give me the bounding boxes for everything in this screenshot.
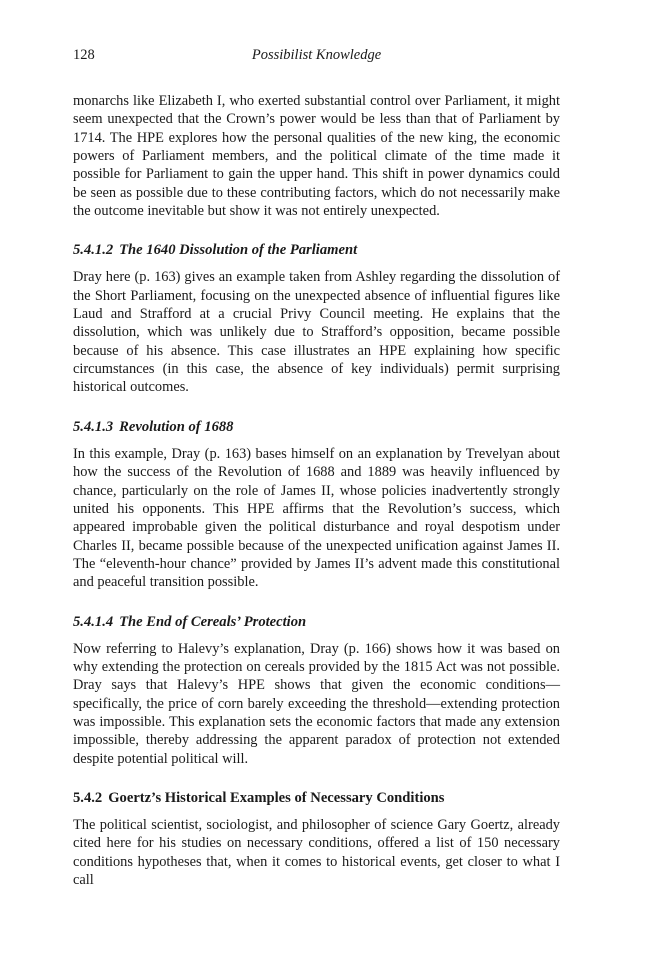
section-heading-1640-dissolution: [73, 241, 560, 259]
section-heading-goertz: [73, 789, 560, 807]
section-title: The End of Cereals’ Protection: [119, 613, 307, 630]
section-number: 5.4.1.2: [73, 242, 114, 259]
paragraph-dissolution: Dray here (p. 163) gives an example taken from Ashley regarding the dissolution of the Short Parliament, focusing on the unexpected absence of influential figures like Laud and Strafford at a crucial Privy Council meeting. He explains that the dissolution, which was unlikely due to Strafford’s opposition, became possible because of his absence. This case illustrates an HPE explaining how specific circumstances (in this case, the absence of key individuals) permit surprising historical outcomes.: [73, 269, 560, 396]
page-number: 128: [73, 47, 95, 63]
section-title: The 1640 Dissolution of the Parliament: [119, 242, 358, 259]
section-title: Goertz’s Historical Examples of Necessary Conditions: [108, 789, 445, 806]
section-number: 5.4.2: [73, 789, 103, 806]
running-head: [73, 47, 560, 67]
paragraph-revolution: In this example, Dray (p. 163) bases himself on an explanation by Trevelyan about how the success of the Revolution of 1688 and 1889 was heavily influenced by chance, particularly on the role of James II, whose policies inadvertently strongly united his opponents. This HPE affirms that the Revolution’s success, which appeared improbable given the political disturbance and royal despotism under Charles II, became possible because of the unexpected unification against James II. The “eleventh-hour chance” provided by James II’s advent made this constitutional and peaceful transition possible.: [73, 445, 560, 591]
section-heading-cereals-protection: [73, 613, 560, 631]
running-title: Possibilist Knowledge: [251, 47, 382, 63]
section-number: 5.4.1.4: [73, 613, 114, 630]
paragraph-intro: monarchs like Elizabeth I, who exerted substantial control over Parliament, it might seem unexpected that the Crown’s power would be less than that of Parliament by 1714. The HPE explores how the personal qualities of the new king, the economic powers of Parliament members, and the political climate of the time made it possible for Parliament to gain the upper hand. This shift in power dynamics could be seen as possible due to these contributing factors, which do not necessarily make the outcome inevitable but show it was not entirely unexpected.: [73, 93, 560, 220]
section-heading-revolution-1688: [73, 418, 560, 436]
paragraph-cereals: Now referring to Halevy’s explanation, Dray (p. 166) shows how it was based on why extending the protection on cereals provided by the 1815 Act was not possible. Dray says that Halevy’s HPE shows that given the economic conditions—specifically, the price of corn barely exceeding the threshold—extending protection was impossible. This explanation sets the economic factors that made any extension impossible, thereby addressing the apparent paradox of protection not extended despite potential political will.: [73, 640, 560, 767]
body-text: [73, 92, 560, 889]
section-title: Revolution of 1688: [119, 418, 234, 435]
section-number: 5.4.1.3: [73, 418, 114, 435]
paragraph-goertz: The political scientist, sociologist, and philosopher of science Gary Goertz, already cited here for his studies on necessary conditions, offered a list of 150 necessary conditions hypotheses that, when it comes to historical events, get closer to what I call: [73, 816, 560, 888]
